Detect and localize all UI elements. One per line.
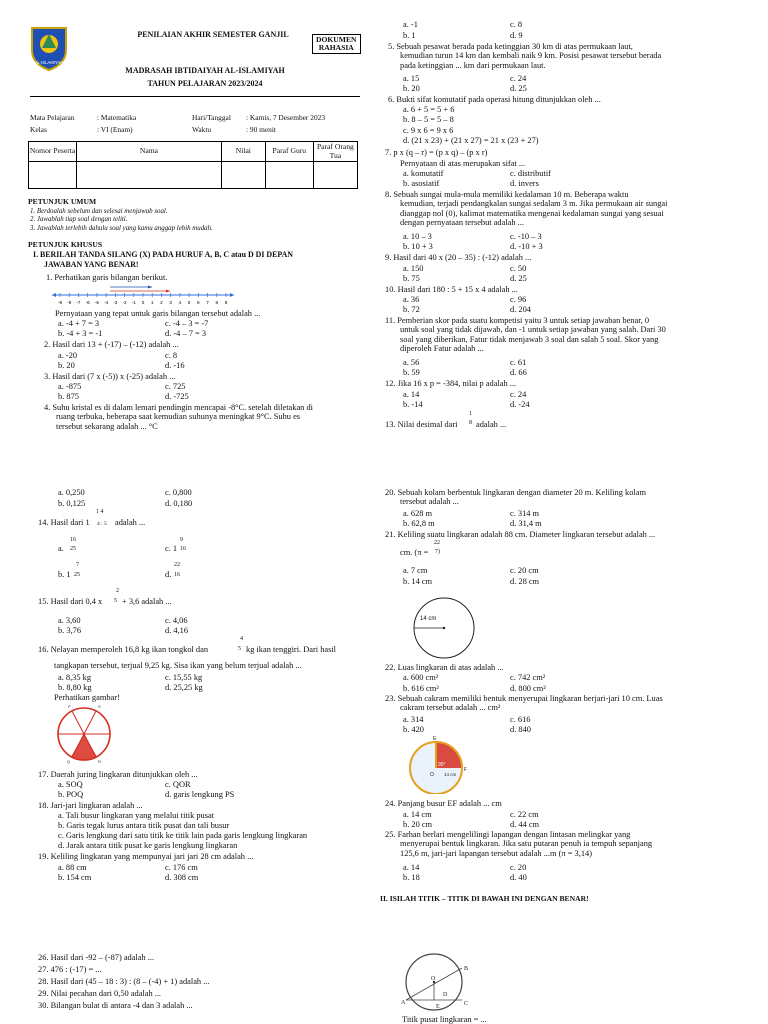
participant-number-cell[interactable] (29, 162, 77, 189)
q14-option-c[interactable]: c. 1 (165, 544, 178, 553)
q20-line: tersebut adalah ... (400, 497, 459, 507)
q1-option-b[interactable]: b. -4 + 3 = -1 (58, 329, 103, 338)
q4-line: ruang terbuka, beberapa saat kemudian suhunya meningkat 9°C. Suhu es (56, 412, 301, 422)
col-teacher-sign: Paraf Guru (265, 142, 313, 162)
q8-option-b[interactable]: b. 10 + 3 (403, 242, 433, 251)
q3-option-c[interactable]: c. 725 (165, 382, 186, 391)
instruction-item: 3. Jawablah terlebih dahulu soal yang kamu anggap lebih mudah. (30, 224, 213, 232)
q13-num: 1 (469, 411, 472, 417)
q20 (385, 488, 696, 507)
q4-option-d[interactable]: d. 9 (510, 31, 523, 40)
svg-text:O: O (430, 772, 434, 778)
teacher-sign-cell[interactable] (265, 162, 313, 189)
q24: 24. Panjang busur EF adalah ... cm (385, 799, 502, 808)
q11-option-a[interactable]: a. 56 (403, 358, 420, 367)
class-value: : VI (Enam) (97, 125, 133, 134)
q4-option-c[interactable]: c. 8 (510, 20, 523, 29)
svg-text:A: A (401, 1000, 406, 1006)
school-name: MADRASAH IBTIDAIYAH AL-ISLAMIYAH (125, 66, 285, 75)
q8-option-c[interactable]: c. -10 – 3 (510, 232, 542, 241)
q5-option-c[interactable]: c. 24 (510, 74, 527, 83)
circle-radius-label: 14 cm (420, 616, 437, 622)
center-point-question: Titik pusat lingkaran = ... (402, 1015, 487, 1024)
q7-option-d[interactable]: d. invers (510, 179, 539, 188)
q5-line: 5. Sebuah pesawat berada pada ketinggian 30 km di atas permukaan laut, (388, 42, 633, 51)
svg-text:14 cm: 14 cm (444, 772, 457, 777)
q16-num: 4 (240, 636, 243, 642)
q23-option-d[interactable]: d. 840 (510, 725, 531, 734)
q2-option-a[interactable]: a. -20 (58, 351, 78, 360)
q21-option-b[interactable]: b. 14 cm (403, 577, 433, 586)
q10-option-c[interactable]: c. 96 (510, 295, 527, 304)
q8-option-a[interactable]: a. 10 – 3 (403, 232, 432, 241)
q8-line: dianggap nol (0), kalimat matematika mengenai kedalaman sungai yang sesuai (400, 208, 664, 218)
q19: 19. Keliling lingkaran yang mempunyai jari jari 28 cm adalah ... (38, 852, 254, 861)
time-label: Waktu (192, 125, 212, 134)
svg-text:S: S (98, 704, 101, 709)
q14-c-den: 16 (180, 546, 186, 552)
q14-text: 14. Hasil dari 1 (38, 518, 90, 527)
q1-statement: Pernyataan yang tepat untuk garis bilangan tersebut adalah ... (55, 309, 261, 318)
q9-option-b[interactable]: b. 75 (403, 274, 420, 283)
q21-option-d[interactable]: d. 28 cm (510, 577, 540, 586)
instruction-item: 1. Berdoalah sebelum dan selesai menjawab soal. (30, 208, 168, 215)
instruction-item: 2. Jawablah tiap soal dengan teliti. (30, 216, 128, 224)
q6: 6. Bukti sifat komutatif pada operasi hitung ditunjukkan oleh ... (388, 95, 601, 104)
q8-option-d[interactable]: d. -10 + 3 (510, 242, 543, 251)
q16-option-a[interactable]: a. 8,35 kg (58, 673, 92, 682)
school-logo (28, 24, 70, 72)
q16: 16. Nelayan memperoleh 16,8 kg ikan tongkol dan (38, 645, 209, 654)
badge-line2: RAHASIA (318, 42, 354, 52)
q10-option-d[interactable]: d. 204 (510, 305, 531, 314)
number-line-label: -8 (67, 300, 72, 305)
number-line-label: 6 (197, 300, 200, 305)
q14-a-num: 16 (70, 537, 76, 543)
q16-den: 5 (238, 646, 241, 652)
q5-line: pada ketinggian ... km dari permukaan laut. (400, 60, 546, 70)
number-line-label: -4 (104, 300, 109, 305)
q14-option-d[interactable]: d. (165, 570, 172, 579)
q24-option-a[interactable]: a. 14 cm (403, 810, 432, 819)
number-line-label: 7 (206, 300, 209, 305)
q8-line: dengan pernyataan tersebut adalah ... (400, 218, 524, 228)
q13-option-c[interactable]: c. 0,800 (165, 488, 192, 497)
col-name: Nama (77, 142, 222, 162)
q15-option-d[interactable]: d. 4,16 (165, 626, 189, 635)
q17-option-c[interactable]: c. QOR (165, 780, 191, 789)
q16-option-b[interactable]: b. 8,80 kg (58, 683, 92, 692)
svg-text:Q: Q (67, 759, 71, 764)
q11-option-d[interactable]: d. 66 (510, 368, 527, 377)
school-year: TAHUN PELAJARAN 2023/2024 (147, 79, 263, 88)
q11 (385, 316, 696, 354)
name-cell[interactable] (77, 162, 222, 189)
q6-option-d[interactable]: d. (21 x 23) + (21 x 27) = 21 x (23 + 27) (403, 136, 539, 145)
q25 (385, 830, 696, 858)
q13-den: 8 (469, 420, 472, 426)
q21: 21. Keliling suatu lingkaran adalah 88 cm. Diameter lingkaran tersebut adalah ... (385, 530, 656, 539)
date-label: Hari/Tanggal (192, 113, 231, 122)
q16-tail: kg ikan tenggiri. Dari hasil (246, 645, 337, 654)
number-line-label: -9 (57, 300, 63, 305)
q17-option-b[interactable]: b. POQ (58, 790, 84, 799)
q22-option-a[interactable]: a. 600 cm² (403, 673, 439, 682)
q21-option-a[interactable]: a. 7 cm (403, 566, 428, 575)
q13: 13. Nilai desimal dari (385, 420, 458, 429)
col-score: Nilai (221, 142, 265, 162)
q18-option-a[interactable]: a. Tali busur lingkaran yang melalui titik pusat (58, 811, 215, 820)
q14 (38, 518, 90, 527)
svg-text:E: E (436, 1004, 440, 1010)
number-line-label: 0 (141, 300, 145, 305)
q10-option-a[interactable]: a. 36 (403, 295, 420, 304)
q11-option-c[interactable]: c. 61 (510, 358, 527, 367)
q23-option-a[interactable]: a. 314 (403, 715, 424, 724)
q16-option-c[interactable]: c. 15,55 kg (165, 673, 203, 682)
circle-abc-figure (400, 950, 472, 1012)
exam-title: PENILAIAN AKHIR SEMESTER GANJIL (137, 30, 289, 39)
parent-sign-cell[interactable] (313, 162, 357, 189)
q20-line: 20. Sebuah kolam berbentuk lingkaran dengan diameter 20 m. Keliling kolam (385, 488, 646, 497)
q7-option-b[interactable]: b. asosiatif (403, 179, 440, 188)
q15-option-a[interactable]: a. 3,60 (58, 616, 81, 625)
number-line-label: 4 (178, 300, 182, 305)
time-value: : 90 menit (246, 125, 276, 134)
sector-circle-figure (54, 702, 114, 764)
q22-option-c[interactable]: c. 742 cm² (510, 673, 546, 682)
q11-line: soal yang diberikan, Fatur tidak menjawab 3 soal dan salah 5 soal. Skor yang (400, 334, 659, 344)
q25-option-c[interactable]: c. 20 (510, 863, 527, 872)
q23-option-b[interactable]: b. 420 (403, 725, 424, 734)
q13-option-d[interactable]: d. 0,180 (165, 499, 193, 508)
q5-option-b[interactable]: b. 20 (403, 84, 420, 93)
q24-option-d[interactable]: d. 44 cm (510, 820, 540, 829)
q2-option-d[interactable]: d. -16 (165, 361, 185, 370)
q11-option-b[interactable]: b. 59 (403, 368, 420, 377)
q17-option-a[interactable]: a. SOQ (58, 780, 83, 789)
q6-option-a[interactable]: a. 6 + 5 = 5 + 6 (403, 105, 455, 114)
q4-line: tersebut sekarang adalah ... °C (56, 421, 158, 431)
q8 (385, 190, 696, 228)
number-line-label: -3 (113, 300, 118, 305)
badge-line1: DOKUMEN (316, 35, 357, 44)
q29: 29. Nilai pecahan dari 0,50 adalah ... (38, 989, 162, 998)
number-line-label: 1 (150, 300, 154, 305)
q17-option-d[interactable]: d. garis lengkung PS (165, 790, 235, 799)
q4 (44, 403, 350, 431)
confidential-badge (312, 34, 361, 54)
number-line-label: -5 (94, 300, 99, 305)
header-divider (30, 96, 360, 97)
number-line-label: 2 (160, 300, 163, 305)
q20-option-a[interactable]: a. 628 m (403, 509, 433, 518)
circle-figure (412, 596, 476, 660)
q5-option-d[interactable]: d. 25 (510, 84, 527, 93)
q7-option-c[interactable]: c. distributif (510, 169, 551, 178)
q18-option-c[interactable]: c. Garis lengkung dari satu titik ke titik lain pada garis lengkung lingkaran (58, 831, 308, 840)
student-table (28, 141, 358, 189)
q15: 15. Hasil dari 0,4 x (38, 597, 103, 606)
number-line-label: 9 (224, 300, 228, 305)
q3-option-a[interactable]: a. -875 (58, 382, 82, 391)
number-line-label: -1 (131, 300, 136, 305)
q12-option-b[interactable]: b. -14 (403, 400, 423, 409)
general-instructions (30, 208, 213, 233)
q21-den: 7) (435, 549, 440, 555)
number-line-label: 5 (187, 300, 191, 305)
number-line-label: 3 (169, 300, 172, 305)
q19-option-a[interactable]: a. 88 cm (58, 863, 87, 872)
q25-option-b[interactable]: b. 18 (403, 873, 420, 882)
q14-a-den: 25 (70, 546, 76, 552)
number-line-label: -6 (85, 300, 90, 305)
q22: 22. Luas lingkaran di atas adalah ... (385, 663, 504, 672)
number-line-label: 8 (215, 300, 219, 305)
date-value: : Kamis, 7 Desember 2023 (246, 113, 326, 122)
q23-option-c[interactable]: c. 616 (510, 715, 531, 724)
q25-line: 125,6 m, jari-jari lapangan tersebut adalah ...m (π = 3,14) (400, 848, 592, 858)
q14-b-num: 7 (76, 562, 79, 568)
q11-line: untuk soal yang tidak dijawab, dan -1 untuk setiap jawaban yang salah. Dari 30 (400, 325, 666, 335)
q18-option-d[interactable]: d. Jarak antara titik pusat ke garis lengkung lingkaran (58, 841, 238, 850)
q5-line: kemudian turun 14 km dan kembali naik 9 km. Posisi pesawat tersebut berada (400, 51, 662, 61)
q20-option-b[interactable]: b. 62,8 m (403, 519, 435, 528)
q12-option-c[interactable]: c. 24 (510, 390, 527, 399)
q9: 9. Hasil dari 40 x (20 – 35) : (-12) adalah ... (385, 253, 532, 262)
q6-option-c[interactable]: c. 9 x 6 = 9 x 6 (403, 126, 454, 135)
q23 (385, 694, 696, 713)
q23-line: cakram tersebut adalah ... cm² (400, 703, 501, 713)
q12-option-d[interactable]: d. -24 (510, 400, 530, 409)
q9-option-c[interactable]: c. 50 (510, 264, 527, 273)
q15-option-c[interactable]: c. 4,06 (165, 616, 188, 625)
q30: 30. Bilangan bulat di antara -4 dan 3 adalah ... (38, 1001, 193, 1010)
q18: 18. Jari-jari lingkaran adalah ... (38, 801, 143, 810)
q25-option-a[interactable]: a. 14 (403, 863, 420, 872)
q8-line: kemudian, terjadi pendangkalan sungai sedalam 3 m. Jika permukaan air sungai (400, 199, 668, 209)
q3: 3. Hasil dari (7 x (-5)) x (-25) adalah ... (44, 372, 176, 381)
q15-option-b[interactable]: b. 3,76 (58, 626, 82, 635)
svg-text:P: P (68, 704, 71, 709)
q14-option-a[interactable]: a. (58, 544, 64, 553)
q27: 27. 476 : (-17) = ... (38, 965, 102, 974)
q10-option-b[interactable]: b. 72 (403, 305, 420, 314)
q21-line2: cm. (π = (400, 548, 429, 557)
q3-option-d[interactable]: d. -725 (165, 392, 189, 401)
q24-option-c[interactable]: c. 22 cm (510, 810, 539, 819)
col-parent-sign: Paraf Orang Tua (313, 142, 357, 162)
q2-option-c[interactable]: c. 8 (165, 351, 178, 360)
section2-title: II. ISILAH TITIK – TITIK DI BAWAH INI DENGAN BENAR! (380, 894, 589, 903)
q1: 1. Perhatikan garis bilangan berikut. (46, 273, 168, 282)
number-line-label: -2 (122, 300, 127, 305)
logo-text: AL-ISLAMIYAH (34, 60, 64, 65)
svg-text:E: E (433, 736, 437, 742)
q14-option-b[interactable]: b. 1 (58, 570, 71, 579)
q28: 28. Hasil dari (45 – 18 : 3) : (8 – (-4) + 1) adalah ... (38, 977, 210, 986)
q25-line: menyerupai bentuk lingkaran. Jika satu putaran penuh ia tempuh sepanjang (400, 839, 653, 849)
q2-option-b[interactable]: b. 20 (58, 361, 75, 370)
q25-option-d[interactable]: d. 40 (510, 873, 527, 882)
q6-option-b[interactable]: b. 8 – 5 = 5 – 8 (403, 115, 454, 124)
q20-option-d[interactable]: d. 31,4 m (510, 519, 542, 528)
q14-fraction-den: 4 : 5 (97, 521, 107, 527)
q4-line: 4. Suhu kristal es di dalam lemari pendingin mencapai -8°C. setelah diletakan di (44, 403, 313, 412)
q8-line: 8. Sebuah sungai mula-mula memiliki kedalaman 10 m. Beberapa waktu (385, 190, 629, 199)
q22-option-d[interactable]: d. 800 cm² (510, 684, 546, 693)
q15-num: 2 (116, 588, 119, 594)
subject-label: Mata Pelajaran (30, 113, 75, 122)
q19-option-b[interactable]: b. 154 cm (58, 873, 92, 882)
q2: 2. Hasil dari 13 + (-17) – (-12) adalah ... (44, 340, 179, 349)
col-participant-number: Nomor Peserta (29, 142, 77, 162)
look-figure: Perhatikan gambar! (54, 693, 120, 702)
q20-option-c[interactable]: c. 314 m (510, 509, 540, 518)
q5 (388, 42, 696, 70)
q14-c-num: 9 (180, 537, 183, 543)
q23-line: 23. Sebuah cakram memiliki bentuk menyerupai lingkaran berjari-jari 10 cm. Luas (385, 694, 663, 703)
q14-fraction-num: 1 4 (96, 509, 104, 515)
q16-option-d[interactable]: d. 25,25 kg (165, 683, 203, 692)
q17: 17. Daerah juring lingkaran ditunjukkan oleh ... (38, 770, 198, 779)
q9-option-a[interactable]: a. 150 (403, 264, 424, 273)
q4-option-b[interactable]: b. 1 (403, 31, 416, 40)
q26: 26. Hasil dari -92 – (-87) adalah ... (38, 953, 155, 962)
q13-option-a[interactable]: a. 0,250 (58, 488, 85, 497)
q12: 12. Jika 16 x p = -384, nilai p adalah ... (385, 379, 517, 388)
svg-text:O: O (431, 976, 436, 982)
q7: 7. p x (q – r) = (p x q) – (p x r) (385, 148, 488, 157)
q13-tail: adalah ... (476, 420, 507, 429)
svg-text:90°: 90° (438, 762, 446, 768)
q15-tail: + 3,6 adalah ... (122, 597, 172, 606)
q12-option-a[interactable]: a. 14 (403, 390, 420, 399)
q14-d-num: 22 (174, 562, 180, 568)
q13-option-b[interactable]: b. 0,125 (58, 499, 86, 508)
subject-value: : Matematika (97, 113, 137, 122)
q21-num: 22 (434, 540, 440, 546)
number-line (48, 285, 238, 305)
q14-b-den: 25 (74, 572, 80, 578)
q24-option-b[interactable]: b. 20 cm (403, 820, 433, 829)
q1-option-a[interactable]: a. -4 + 7 = 3 (58, 319, 100, 328)
q16-line2: tangkapan tersebut, terjual 9,25 kg. Sisa ikan yang belum terjual adalah ... (54, 661, 302, 670)
svg-text:D: D (443, 992, 448, 998)
q9-option-d[interactable]: d. 25 (510, 274, 527, 283)
q21-option-c[interactable]: c. 20 cm (510, 566, 539, 575)
q22-option-b[interactable]: b. 616 cm² (403, 684, 439, 693)
q3-option-b[interactable]: b. 875 (58, 392, 79, 401)
q19-option-d[interactable]: d. 308 cm (165, 873, 199, 882)
q11-line: 11. Pemberian skor pada suatu kompetisi yaitu 3 untuk setiap jawaban benar, 0 (385, 316, 650, 325)
q25-line: 25. Farhan berlari mengelilingi lapangan dengan lintasan melingkar yang (385, 830, 631, 839)
special-instructions-title: PETUNJUK KHUSUS (28, 240, 103, 249)
q7-sub: Pernyataan di atas merupakan sifat ... (400, 159, 526, 168)
q1-option-c[interactable]: c. -4 – 3 = -7 (165, 319, 209, 328)
q15-den: 5 (114, 598, 117, 604)
q14-tail: adalah ... (115, 518, 146, 527)
section1-title: I. BERILAH TANDA SILANG (X) PADA HURUF A, B, C atau D DI DEPAN (33, 250, 293, 259)
arc-ef-figure (404, 734, 476, 794)
q7-option-a[interactable]: a. komutatif (403, 169, 444, 178)
svg-text:F: F (464, 767, 468, 773)
q19-option-c[interactable]: c. 176 cm (165, 863, 198, 872)
svg-text:C: C (464, 1001, 469, 1007)
general-instructions-title: PETUNJUK UMUM (28, 197, 97, 206)
q10: 10. Hasil dari 180 : 5 + 15 x 4 adalah ... (385, 285, 518, 294)
q18-option-b[interactable]: b. Garis tegak lurus antara titik pusat dan tali busur (58, 821, 230, 830)
section1-title-line2: JAWABAN YANG BENAR! (44, 260, 139, 269)
svg-text:R: R (98, 759, 101, 764)
q14-d-den: 16 (174, 572, 180, 578)
q5-option-a[interactable]: a. 15 (403, 74, 420, 83)
q11-line: diperoleh Fatur adalah ... (400, 344, 484, 354)
number-line-label: -7 (76, 300, 81, 305)
score-cell[interactable] (221, 162, 265, 189)
svg-text:B: B (464, 966, 469, 972)
q1-option-d[interactable]: d. -4 – 7 = 3 (165, 329, 207, 338)
class-label: Kelas (30, 125, 47, 134)
q4-option-a[interactable]: a. -1 (403, 20, 418, 29)
